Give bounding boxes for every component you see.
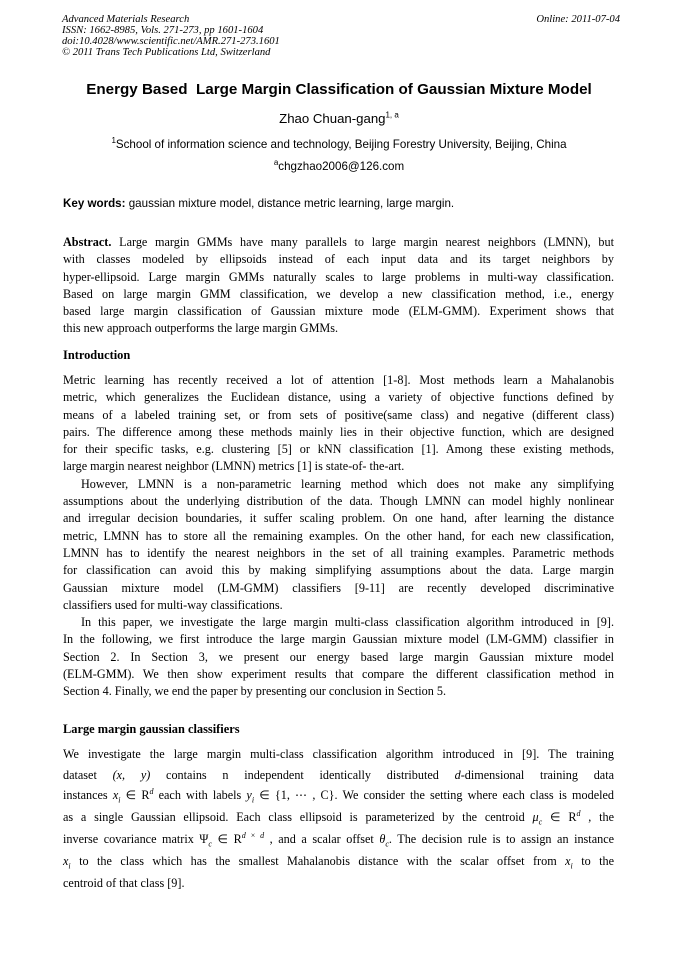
text-line: pairs. The difference among these methods mainly lies in their objective function, which are designed (63, 424, 614, 439)
math-xy: (x, y) (112, 767, 151, 782)
abstract-line: this new approach outperforms the large margin GMMs. (63, 321, 339, 336)
text-span: instances (63, 788, 113, 802)
math-sup-d: d (149, 786, 154, 796)
text-line: However, LMNN is a non-parametric learning method which does not make any simplifying (81, 476, 614, 491)
author-superscript: 1, a (385, 110, 399, 120)
text-line: Gaussian mixture model (LM-GMM) classifiers [9-11] are recently developed discriminative (63, 580, 614, 595)
text-line: (ELM-GMM). We then show experiment results that compare the different classification method in (63, 667, 614, 682)
text-span: dataset (63, 767, 113, 782)
text-span: each with labels (153, 788, 247, 802)
math-sub-i: i (118, 795, 121, 805)
math-sub-c: c (538, 817, 543, 827)
intro-paragraph-1 (63, 372, 614, 701)
math-sub-i: i (68, 861, 71, 871)
abstract-label: Abstract. (63, 235, 112, 249)
text-line (63, 785, 614, 807)
author-name: Zhao Chuan-gang (279, 111, 386, 126)
affiliation-line (0, 138, 678, 151)
math-d: d (454, 767, 461, 782)
section2-paragraph (63, 744, 614, 895)
paper-title: Energy Based Large Margin Classification of Gaussian Mixture Model (86, 81, 592, 98)
abstract-line: hyper-ellipsoid. Large margin GMMs naturally scales to large problems in multi-way classification. (63, 269, 614, 284)
text-span: inverse covariance matrix (63, 832, 200, 846)
text-span: to the class which has the smallest Mahalanobis distance with the scalar offset from (70, 854, 566, 868)
affiliation-text: School of information science and technology, Beijing Forestry University, Beijing, China (115, 138, 567, 151)
text-line: LMNN has to identify the nearest neighbors in the set of all training examples. Parametric methods (63, 545, 614, 560)
author-line (0, 111, 678, 126)
abstract-paragraph (63, 234, 614, 338)
online-date: Online: 2011-07-04 (536, 14, 620, 25)
text-span: , and a scalar offset (264, 832, 380, 846)
keywords-text: gaussian mixture model, distance metric learning, large margin. (125, 197, 455, 210)
journal-header (62, 14, 280, 58)
text-line: large margin nearest neighbor (LMNN) metrics [1] is state-of- the-art. (63, 459, 405, 474)
abstract-line: based large margin classification of Gaussian mixture mode (ELM-GMM). Experiment shows that (63, 304, 614, 319)
issn-line: ISSN: 1662-8985, Vols. 271-273, pp 1601-1604 (62, 25, 264, 36)
math-y: y (246, 788, 252, 802)
keywords-label: Key words: (63, 197, 126, 210)
abstract-line: Based on large margin GMM classification, we develop a new classification method, i.e., energy (63, 286, 614, 301)
math-mu: μ (532, 810, 539, 824)
text-line (63, 851, 614, 873)
journal-name: Advanced Materials Research (62, 14, 190, 25)
text-span: contains n independent identically distributed (150, 767, 455, 782)
abstract-line: Large margin GMMs have many parallels to large margin nearest neighbors (LMNN), but (111, 235, 614, 249)
text-line: and irregular decision boundaries, it suffer scaling problem. On one hand, after learning the distance (63, 511, 614, 526)
math-sup-d: d (576, 808, 581, 818)
abstract-line: with classes modeled by ellipsoids instead of each input data and its target neighbors by (63, 252, 614, 267)
math-sub-c: c (385, 839, 389, 849)
text-line: classifiers used for multi-way classifications. (63, 597, 283, 612)
section-heading-large-margin: Large margin gaussian classifiers (63, 722, 240, 736)
text-line: In the following, we first introduce the large margin Gaussian mixture model (LM-GMM) classifier in (63, 632, 614, 647)
math-x: x (112, 788, 119, 802)
text-line: metric, LMNN has to store all the remaining examples. On the other hand, for each new classification, (63, 528, 614, 543)
email-address: chgzhao2006@126.com (278, 160, 405, 173)
text-span: . The decision rule is to assign an instance (388, 832, 615, 846)
text-line: centroid of that class [9]. (63, 876, 185, 890)
text-line: for classification can avoid this by making simplifying assumptions about the data. Large margin (63, 563, 614, 578)
text-span: as a single Gaussian ellipsoid. Each class ellipsoid is parameterized by the centroid (63, 810, 533, 824)
math-sub-c: c (208, 839, 212, 849)
doi-line: doi:10.4028/www.scientific.net/AMR.271-273.1601 (62, 36, 280, 47)
math-sub-i: i (570, 861, 573, 871)
math-in-R: ∈ R (542, 810, 577, 824)
text-line (63, 765, 614, 786)
text-span: . We consider the setting where each class is modeled (334, 788, 614, 802)
text-line: Section 4. Finally, we end the paper by presenting our conclusion in Section 5. (63, 684, 447, 699)
text-span: -dimensional training data (460, 767, 615, 782)
math-psi: Ψ (199, 832, 209, 846)
text-line: metric, which generalizes the Euclidean distance, using a variety of objective functions defined by (63, 390, 614, 405)
text-line: assumptions about the underlying distribution of the data. Though LMNN can model highly nonlinear (63, 494, 614, 509)
text-line: In this paper, we investigate the large margin multi-class classification algorithm introduced in [9]. (81, 615, 614, 630)
email-line (0, 160, 678, 173)
text-line: We investigate the large margin multi-class classification algorithm introduced in [9]. The training (63, 747, 614, 761)
math-in-R: ∈ R (211, 832, 242, 846)
text-line: Metric learning has recently received a lot of attention [1-8]. Most methods learn a Mahalanobis (63, 373, 614, 387)
math-x: x (565, 854, 571, 868)
keywords-line (63, 197, 454, 210)
math-in-R: ∈ R (120, 788, 150, 802)
math-sup-dxd: d × d (241, 830, 265, 840)
math-x: x (63, 854, 69, 868)
text-line (63, 807, 614, 829)
text-line: means of a labeled training set, or from sets of positive(same class) and negative (different class) (63, 407, 614, 422)
introduction-heading: Introduction (63, 348, 131, 362)
math-label-set: ∈ {1, ⋯ , C} (254, 788, 335, 802)
email-superscript: a (273, 158, 279, 168)
math-theta: θ (379, 832, 386, 846)
text-line (63, 829, 614, 851)
text-line: for their specific tasks, e.g. clustering [5] or kNN classification [1]. Among these existing methods, (63, 442, 614, 457)
math-sub-i: i (251, 795, 255, 805)
text-line: Section 2. In Section 3, we present our energy based large margin Gaussian mixture model (63, 649, 614, 664)
copyright-line: © 2011 Trans Tech Publications Ltd, Switzerland (62, 47, 271, 58)
text-span: to the (572, 854, 614, 868)
text-span: , the (580, 810, 615, 824)
affiliation-superscript: 1 (111, 136, 116, 146)
